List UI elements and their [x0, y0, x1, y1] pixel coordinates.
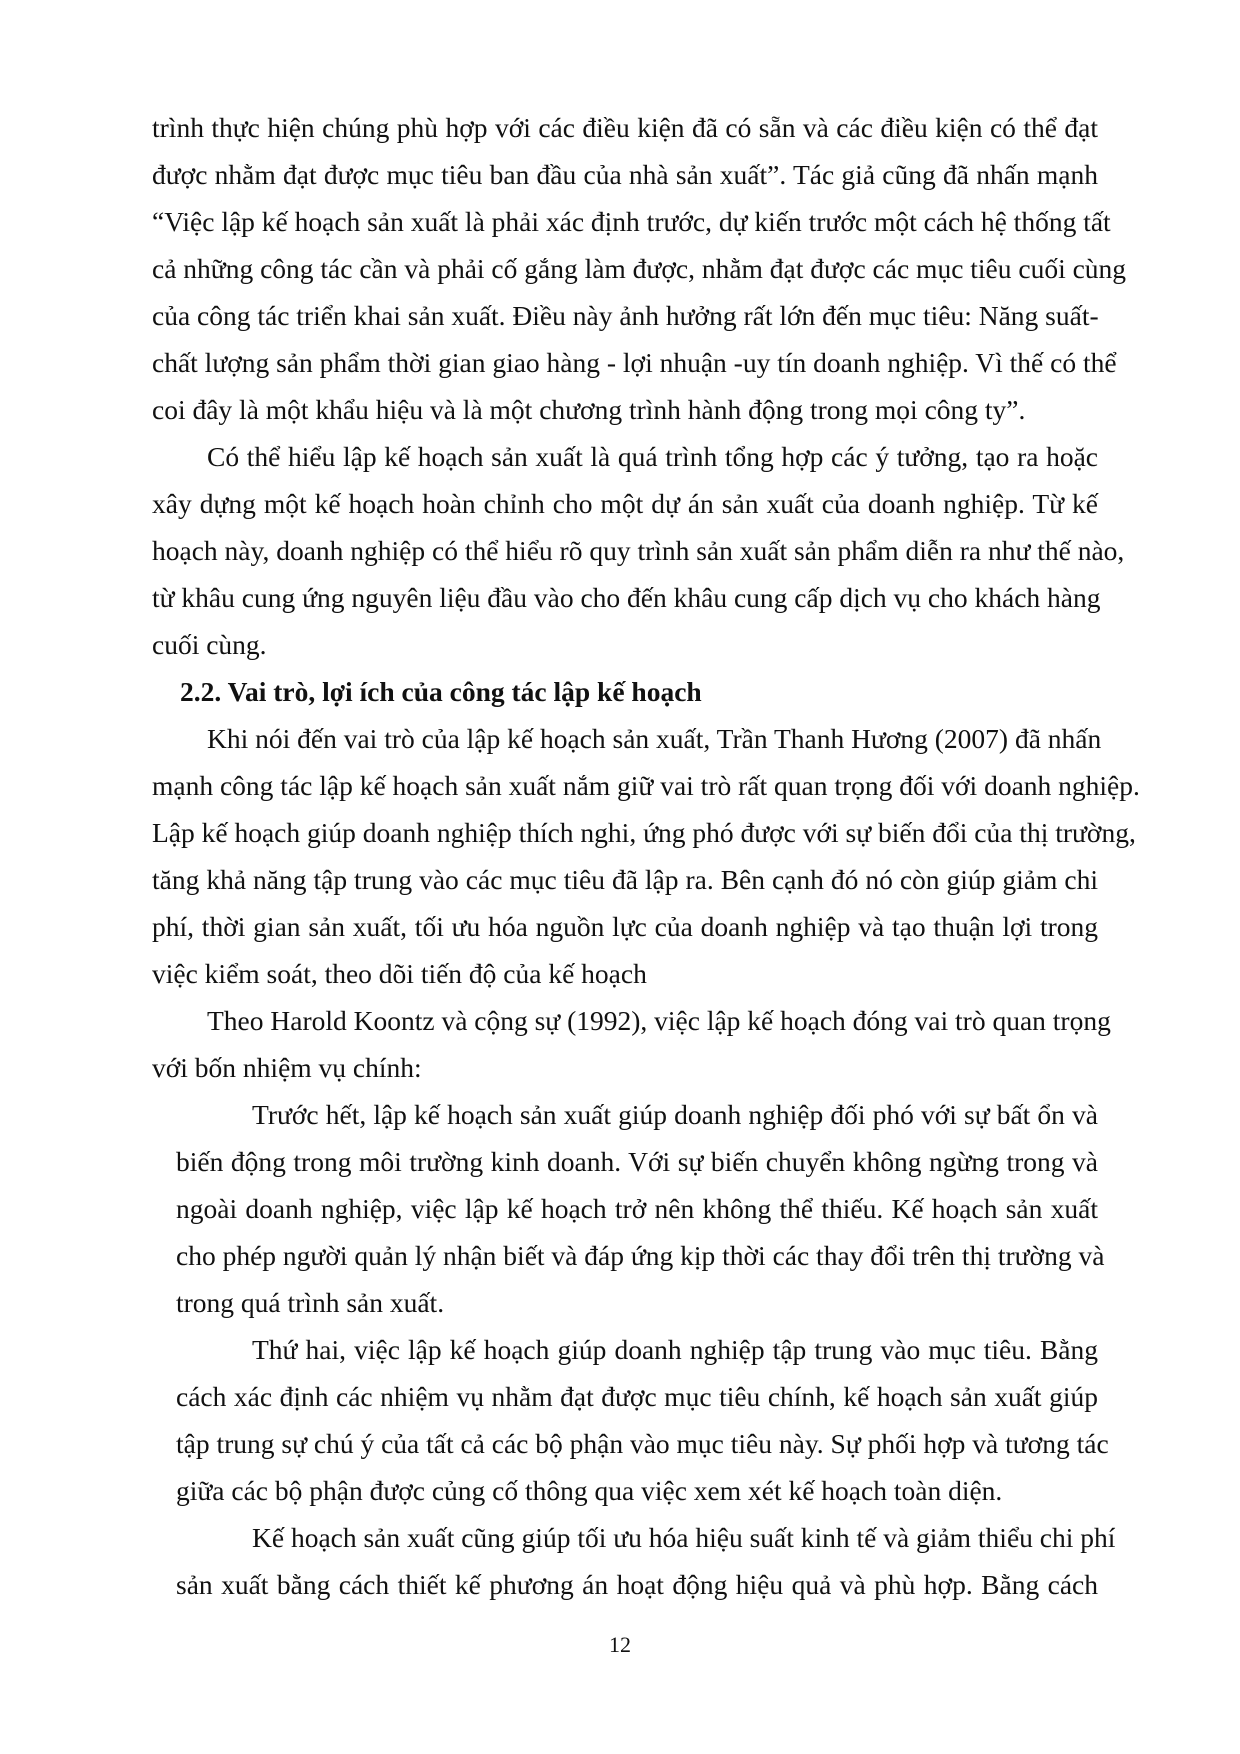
text-line: Lập kế hoạch giúp doanh nghiệp thích nghi, ứng phó được với sự biến đổi của thị trường,	[152, 817, 1136, 848]
page-number: 12	[609, 1632, 631, 1657]
text-line: Trước hết, lập kế hoạch sản xuất giúp doanh nghiệp đối phó với sự bất ổn và	[252, 1099, 1098, 1130]
text-line: từ khâu cung ứng nguyên liệu đầu vào cho đến khâu cung cấp dịch vụ cho khách hàng	[152, 582, 1101, 613]
text-line: giữa các bộ phận được củng cố thông qua việc xem xét kế hoạch toàn diện.	[176, 1475, 1003, 1506]
text-line: xây dựng một kế hoạch hoàn chỉnh cho một dự án sản xuất của doanh nghiệp. Từ kế	[152, 488, 1098, 519]
text-line: Khi nói đến vai trò của lập kế hoạch sản xuất, Trần Thanh Hương (2007) đã nhấn	[207, 723, 1102, 754]
text-line: việc kiểm soát, theo dõi tiến độ của kế hoạch	[152, 958, 647, 989]
text-line: Theo Harold Koontz và cộng sự (1992), việc lập kế hoạch đóng vai trò quan trọng	[207, 1005, 1111, 1036]
paragraph-third-task	[152, 1514, 1116, 1608]
paragraph-definition	[152, 433, 1125, 668]
text-line: với bốn nhiệm vụ chính:	[152, 1052, 422, 1083]
section-heading: 2.2. Vai trò, lợi ích của công tác lập kế hoạch	[180, 676, 702, 707]
text-line: Thứ hai, việc lập kế hoạch giúp doanh nghiệp tập trung vào mục tiêu. Bằng	[252, 1334, 1098, 1365]
paragraph-first-task	[152, 1091, 1105, 1326]
text-line: “Việc lập kế hoạch sản xuất là phải xác định trước, dự kiến trước một cách hệ thống tất	[152, 206, 1111, 237]
text-line: coi đây là một khẩu hiệu và là một chương trình hành động trong mọi công ty”.	[152, 394, 1026, 425]
paragraph-koontz	[152, 997, 1111, 1091]
text-line: cuối cùng.	[152, 629, 267, 660]
text-line: cách xác định các nhiệm vụ nhằm đạt được mục tiêu chính, kế hoạch sản xuất giúp	[176, 1381, 1098, 1412]
text-line: Kế hoạch sản xuất cũng giúp tối ưu hóa hiệu suất kinh tế và giảm thiểu chi phí	[252, 1522, 1116, 1553]
text-line: cả những công tác cần và phải cố gắng làm được, nhằm đạt được các mục tiêu cuối cùng	[152, 253, 1127, 284]
text-line: trong quá trình sản xuất.	[176, 1287, 445, 1318]
text-line: chất lượng sản phẩm thời gian giao hàng - lợi nhuận -uy tín doanh nghiệp. Vì thế có thể	[152, 347, 1117, 378]
text-line: hoạch này, doanh nghiệp có thể hiểu rõ quy trình sản xuất sản phẩm diễn ra như thế nào,	[152, 535, 1125, 566]
text-line: biến động trong môi trường kinh doanh. Với sự biến chuyển không ngừng trong và	[176, 1146, 1098, 1177]
text-line: được nhằm đạt được mục tiêu ban đầu của nhà sản xuất”. Tác giả cũng đã nhấn mạnh	[152, 159, 1098, 190]
text-line: phí, thời gian sản xuất, tối ưu hóa nguồn lực của doanh nghiệp và tạo thuận lợi trong	[152, 911, 1098, 942]
text-line: tăng khả năng tập trung vào các mục tiêu đã lập ra. Bên cạnh đó nó còn giúp giảm chi	[152, 864, 1098, 895]
paragraph-second-task	[152, 1326, 1109, 1514]
paragraph-role	[152, 715, 1140, 997]
text-line: mạnh công tác lập kế hoạch sản xuất nắm giữ vai trò rất quan trọng đối với doanh nghiệp.	[152, 770, 1140, 801]
text-line: tập trung sự chú ý của tất cả các bộ phận vào mục tiêu này. Sự phối hợp và tương tác	[176, 1428, 1109, 1459]
text-line: sản xuất bằng cách thiết kế phương án hoạt động hiệu quả và phù hợp. Bằng cách	[176, 1569, 1098, 1600]
text-line: ngoài doanh nghiệp, việc lập kế hoạch trở nên không thể thiếu. Kế hoạch sản xuất	[176, 1193, 1098, 1224]
paragraph-continuation	[152, 104, 1127, 433]
text-line: trình thực hiện chúng phù hợp với các điều kiện đã có sẵn và các điều kiện có thể đạt	[152, 112, 1098, 143]
text-line: của công tác triển khai sản xuất. Điều này ảnh hưởng rất lớn đến mục tiêu: Năng suất-	[152, 300, 1099, 331]
text-line: cho phép người quản lý nhận biết và đáp ứng kịp thời các thay đổi trên thị trường và	[176, 1240, 1105, 1271]
text-line: Có thể hiểu lập kế hoạch sản xuất là quá trình tổng hợp các ý tưởng, tạo ra hoặc	[207, 441, 1098, 472]
document-page	[152, 104, 1140, 1608]
